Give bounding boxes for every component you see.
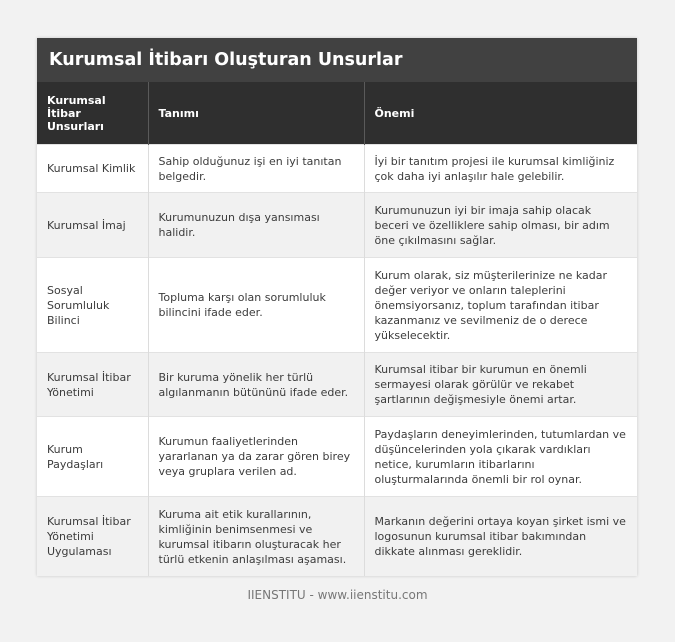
cell-tanim: Topluma karşı olan sorumluluk bilincini ifade eder. [148,258,364,353]
cell-onem: Kurumsal itibar bir kurumun en önemli sermayesi olarak görülür ve rekabet şartlarının değişmesiyle önemi artar. [364,353,637,417]
column-header-onem: Önemi [364,82,637,145]
cell-unsur: Kurumsal Kimlik [37,145,148,193]
table-card [37,38,637,576]
table-title: Kurumsal İtibarı Oluşturan Unsurlar [37,38,637,82]
table-row [37,258,637,353]
table-header [37,82,637,145]
header-row [37,82,637,145]
column-header-unsur: Kurumsal İtibar Unsurları [37,82,148,145]
info-table [37,82,637,576]
cell-onem: İyi bir tanıtım projesi ile kurumsal kimliğiniz çok daha iyi anlaşılır hale gelebilir. [364,145,637,193]
cell-tanim: Kurumunuzun dışa yansıması halidir. [148,193,364,258]
cell-unsur: Sosyal Sorumluluk Bilinci [37,258,148,353]
footer-credit: IIENSTITU - www.iienstitu.com [247,588,428,602]
cell-onem: Paydaşların deneyimlerinden, tutumlardan ve düşüncelerinden yola çıkarak vardıkları netice, kurumların itibarlarını oluşturmalarında önemli bir rol oynar. [364,417,637,497]
cell-unsur: Kurumsal İtibar Yönetimi [37,353,148,417]
table-row [37,193,637,258]
cell-unsur: Kurum Paydaşları [37,417,148,497]
cell-unsur: Kurumsal İtibar Yönetimi Uygulaması [37,497,148,577]
cell-tanim: Kurumun faaliyetlerinden yararlanan ya da zarar gören birey veya gruplara verilen ad. [148,417,364,497]
table-body [37,145,637,577]
table-row [37,353,637,417]
cell-unsur: Kurumsal İmaj [37,193,148,258]
table-row [37,417,637,497]
cell-onem: Markanın değerini ortaya koyan şirket ismi ve logosunun kurumsal itibar bakımından dikkate alınması gereklidir. [364,497,637,577]
cell-tanim: Kuruma ait etik kurallarının, kimliğinin benimsenmesi ve kurumsal itibarın oluşturacak her türlü etkenin anlaşılması aşaması. [148,497,364,577]
table-row [37,145,637,193]
cell-onem: Kurumunuzun iyi bir imaja sahip olacak beceri ve özelliklere sahip olması, bir adım öne çıkılmasını sağlar. [364,193,637,258]
cell-onem: Kurum olarak, siz müşterilerinize ne kadar değer veriyor ve onların taleplerini önemsiyorsanız, toplum tarafından itibar kazanmanız ve sevilmeniz de o derece yükselecektir. [364,258,637,353]
cell-tanim: Sahip olduğunuz işi en iyi tanıtan belgedir. [148,145,364,193]
table-row [37,497,637,577]
cell-tanim: Bir kuruma yönelik her türlü algılanmanın bütününü ifade eder. [148,353,364,417]
column-header-tanim: Tanımı [148,82,364,145]
